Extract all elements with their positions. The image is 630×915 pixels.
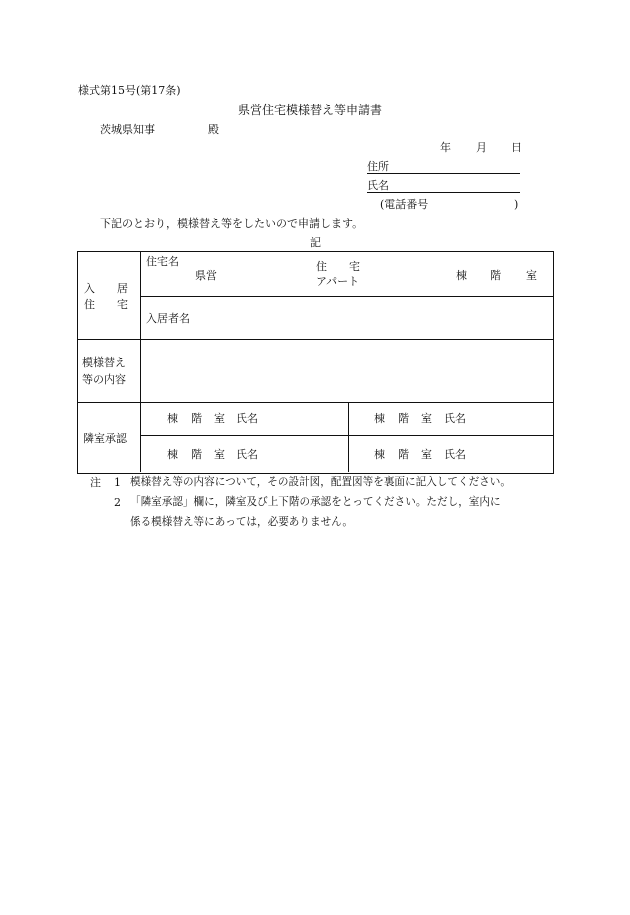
notes-prefix: 注 xyxy=(90,476,101,489)
floor-label: 階 xyxy=(398,448,409,461)
addressee-honorific: 殿 xyxy=(208,123,219,136)
resident-housing-label: 住 宅 xyxy=(84,298,128,311)
date-year: 年 xyxy=(440,141,451,154)
neighbor-approval-label: 隣室承認 xyxy=(83,432,127,445)
table-row-divider xyxy=(77,339,553,340)
housing-name-label: 住宅名 xyxy=(146,255,179,268)
table-row-divider xyxy=(140,296,553,297)
name-label: 氏名 xyxy=(444,412,466,425)
note-1-text: 模様替え等の内容について，その設計図，配置図等を裏面に記入してください。 xyxy=(130,476,511,488)
name-label: 氏名 xyxy=(367,179,389,192)
address-label: 住所 xyxy=(367,160,389,173)
room-label: 室 xyxy=(526,269,537,282)
address-line xyxy=(367,173,520,174)
room-label: 室 xyxy=(421,412,432,425)
apartment-label: アパート xyxy=(316,275,360,288)
intro-text: 下記のとおり，模様替え等をしたいので申請します。 xyxy=(100,217,364,230)
note-2-text: 「隣室承認」欄に，隣室及び上下階の承認をとってください。ただし，室内に xyxy=(130,496,501,508)
note-1-number: 1 xyxy=(114,476,121,489)
phone-close: ) xyxy=(514,198,519,211)
content-label: 等の内容 xyxy=(82,373,126,386)
resident-housing-label: 入 居 xyxy=(84,282,128,295)
prefectural-label: 県営 xyxy=(195,269,217,282)
floor-label: 階 xyxy=(191,448,202,461)
room-label: 室 xyxy=(421,448,432,461)
content-label: 模様替え xyxy=(82,356,126,369)
table-col-divider xyxy=(140,252,141,472)
table-row-divider xyxy=(77,402,553,403)
phone-label: (電話番号 xyxy=(380,198,429,211)
floor-label: 階 xyxy=(191,412,202,425)
name-label: 氏名 xyxy=(236,448,258,461)
name-line xyxy=(367,192,520,193)
ki-heading: 記 xyxy=(310,236,321,249)
name-label: 氏名 xyxy=(236,412,258,425)
room-label: 室 xyxy=(214,412,225,425)
name-label: 氏名 xyxy=(444,448,466,461)
date-month: 月 xyxy=(476,141,487,154)
resident-name-label: 入居者名 xyxy=(146,312,190,325)
floor-label: 階 xyxy=(398,412,409,425)
table-row-divider xyxy=(140,435,553,436)
note-2-continued: 係る模様替え等にあっては，必要ありません。 xyxy=(130,516,353,528)
jutaku-label: 住 宅 xyxy=(316,260,360,273)
building-label: 棟 xyxy=(167,412,178,425)
building-label: 棟 xyxy=(167,448,178,461)
building-label: 棟 xyxy=(374,412,385,425)
building-label: 棟 xyxy=(456,269,467,282)
document-title: 県営住宅模様替え等申請書 xyxy=(238,103,383,117)
room-label: 室 xyxy=(214,448,225,461)
addressee-name: 茨城県知事 xyxy=(100,123,155,136)
date-day: 日 xyxy=(511,141,522,154)
form-number: 様式第15号(第17条) xyxy=(78,84,181,97)
table-col-divider xyxy=(348,402,349,472)
building-label: 棟 xyxy=(374,448,385,461)
note-2-number: 2 xyxy=(114,496,121,509)
floor-label: 階 xyxy=(490,269,501,282)
